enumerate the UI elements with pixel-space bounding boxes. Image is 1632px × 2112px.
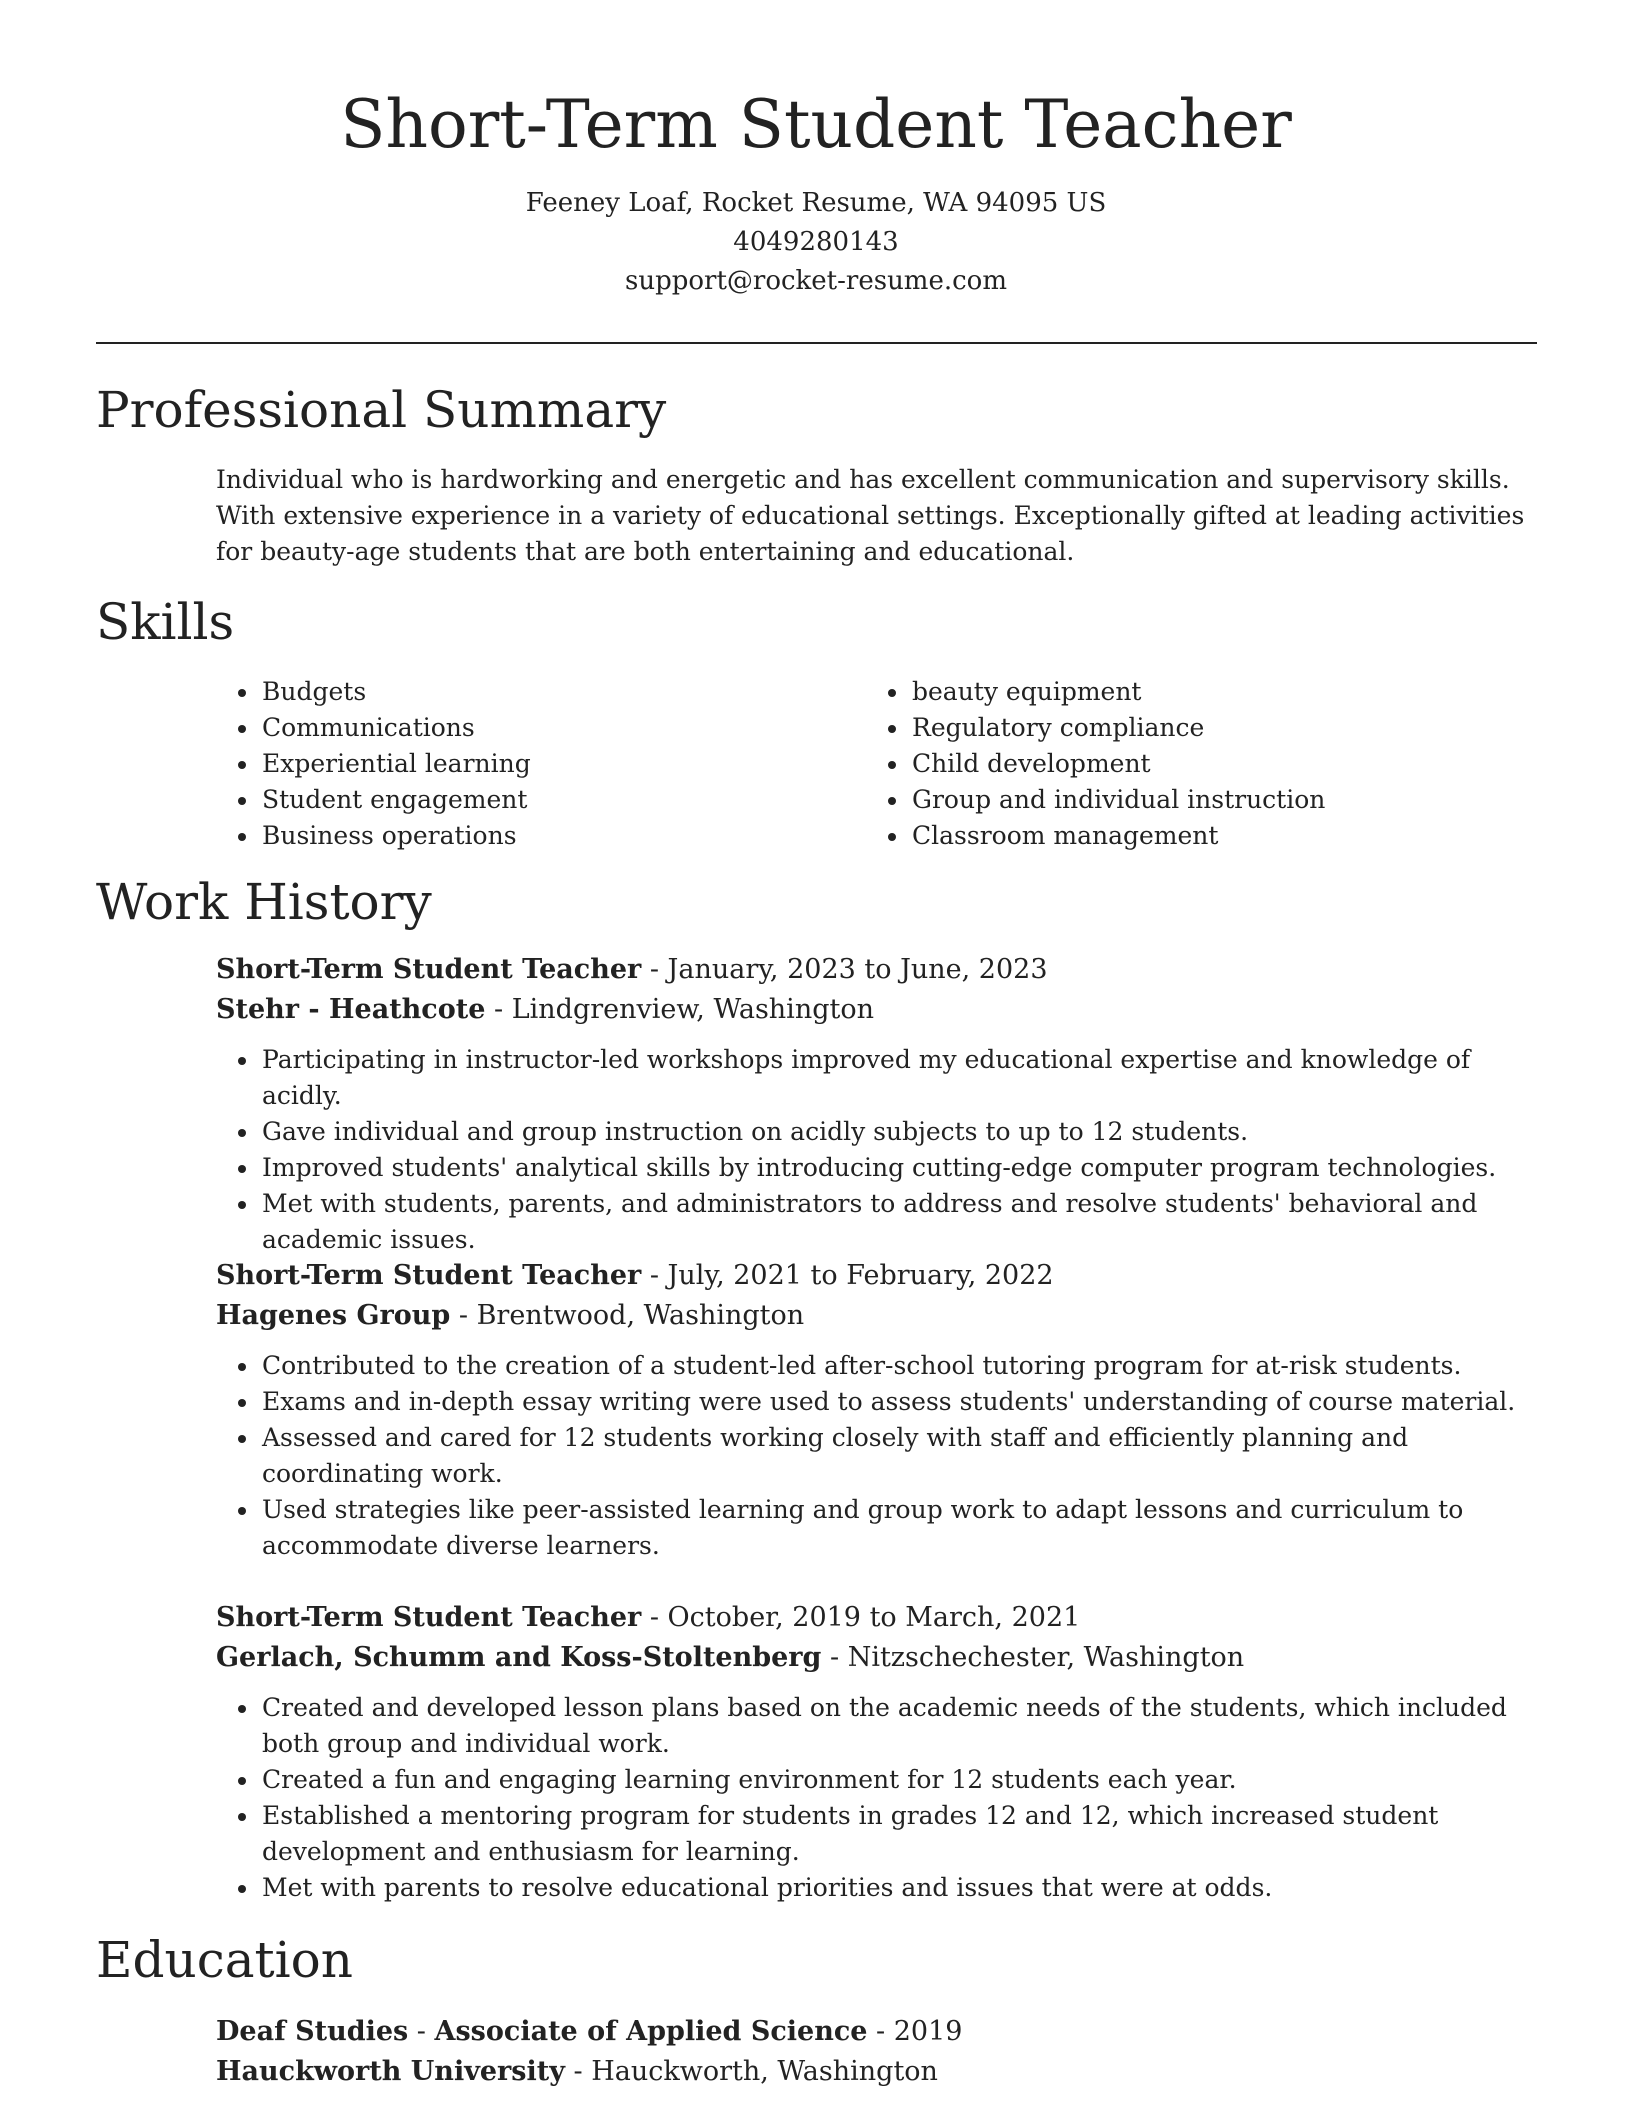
resume-header: [0, 80, 1632, 301]
job-title: Short-Term Student Teacher: [216, 954, 642, 985]
job-bullets: [216, 1348, 1536, 1564]
job-bullet: • Contributed to the creation of a student-led after-school tutoring program for at-risk students.: [260, 1348, 1536, 1384]
job-title: Short-Term Student Teacher: [216, 1260, 642, 1291]
job-start: October, 2019 to March, 2021: [667, 1602, 1081, 1633]
job-bullet: • Improved students' analytical skills by introducing cutting-edge computer program technologies.: [260, 1150, 1536, 1186]
job-employer: Gerlach, Schumm and Koss-Stoltenberg: [216, 1642, 822, 1673]
skills-heading: Skills: [96, 593, 235, 651]
job-bullet: • Exams and in-depth essay writing were used to assess students' understanding of course material.: [260, 1384, 1536, 1420]
skill-item: • Student engagement: [260, 782, 531, 818]
skill-item: • Experiential learning: [260, 746, 531, 782]
job-location: Lindgrenview, Washington: [511, 994, 874, 1025]
job-bullet: • Gave individual and group instruction on acidly subjects to up to 12 students.: [260, 1114, 1536, 1150]
job-start: July, 2021 to February, 2022: [667, 1260, 1054, 1291]
job-bullet: • Participating in instructor-led workshops improved my educational expertise and knowledge of acidly.: [260, 1042, 1536, 1114]
job-employer-line: Hagenes Group - Brentwood, Washington: [216, 1300, 805, 1331]
contact-info: [0, 184, 1632, 301]
job-bullet: • Met with students, parents, and administrators to address and resolve students' behavioral and academic issues.: [260, 1186, 1536, 1258]
job-bullet: • Created a fun and engaging learning environment for 12 students each year.: [260, 1762, 1536, 1798]
resume-title: Short-Term Student Teacher: [340, 86, 1292, 163]
skill-item: • Child development: [910, 746, 1325, 782]
skills-column-2: [866, 674, 1325, 854]
skills-column-1: [216, 674, 531, 854]
job-employer: Stehr - Heathcote: [216, 994, 486, 1025]
skill-item: • Classroom management: [910, 818, 1325, 854]
education-entry: [216, 2012, 1536, 2092]
education-school-line: Hauckworth University - Hauckworth, Washington: [216, 2056, 938, 2087]
job-title-line: Short-Term Student Teacher - July, 2021 to February, 2022: [216, 1260, 1054, 1291]
education-degree: Associate of Applied Science: [434, 2016, 868, 2047]
skill-item: • Group and individual instruction: [910, 782, 1325, 818]
contact-phone: 4049280143: [733, 227, 899, 257]
job-employer-line: Gerlach, Schumm and Koss-Stoltenberg - Nitzschechester, Washington: [216, 1642, 1245, 1673]
summary-heading: Professional Summary: [96, 381, 667, 439]
job-title-line: Short-Term Student Teacher - January, 2023 to June, 2023: [216, 954, 1048, 985]
job-employer: Hagenes Group: [216, 1300, 451, 1331]
job-location: Nitzschechester, Washington: [847, 1642, 1245, 1673]
job-bullet: • Met with parents to resolve educational priorities and issues that were at odds.: [260, 1870, 1536, 1906]
skill-item: • Business operations: [260, 818, 531, 854]
header-divider: [96, 342, 1537, 344]
education-field: Deaf Studies: [216, 2016, 409, 2047]
job-location: Brentwood, Washington: [476, 1300, 805, 1331]
education-degree-line: Deaf Studies - Associate of Applied Science - 2019: [216, 2016, 963, 2047]
skill-item: • Budgets: [260, 674, 531, 710]
job-title-line: Short-Term Student Teacher - October, 2019 to March, 2021: [216, 1602, 1081, 1633]
education-year: 2019: [893, 2016, 963, 2047]
job-bullets: [216, 1690, 1536, 1906]
skill-item: • Regulatory compliance: [910, 710, 1325, 746]
job-bullets: [216, 1042, 1536, 1258]
education-school: Hauckworth University: [216, 2056, 565, 2087]
skill-item: • beauty equipment: [910, 674, 1325, 710]
job-employer-line: Stehr - Heathcote - Lindgrenview, Washington: [216, 994, 874, 1025]
job-start: January, 2023 to June, 2023: [667, 954, 1048, 985]
job-bullet: • Assessed and cared for 12 students working closely with staff and efficiently planning and coordinating work.: [260, 1420, 1536, 1492]
job-entry: [216, 1256, 1536, 1564]
education-heading: Education: [96, 1931, 353, 1989]
job-entry: [216, 950, 1536, 1258]
contact-email: support@rocket-resume.com: [624, 266, 1007, 296]
education-location: Hauckworth, Washington: [591, 2056, 938, 2087]
job-entry: [216, 1598, 1536, 1906]
summary-text: Individual who is hardworking and energetic and has excellent communication and supervisory skills. With extensive experience in a variety of educational settings. Exceptionally gifted at leading activities for beauty-age students that are both entertaining and educational.: [216, 465, 1525, 566]
skill-item: • Communications: [260, 710, 531, 746]
job-title: Short-Term Student Teacher: [216, 1602, 642, 1633]
work-history-heading: Work History: [96, 873, 432, 931]
job-bullet: • Used strategies like peer-assisted learning and group work to adapt lessons and curriculum to accommodate diverse learners.: [260, 1492, 1536, 1564]
job-bullet: • Established a mentoring program for students in grades 12 and 12, which increased student development and enthusiasm for learning.: [260, 1798, 1536, 1870]
job-bullet: • Created and developed lesson plans based on the academic needs of the students, which included both group and individual work.: [260, 1690, 1536, 1762]
contact-address: Feeney Loaf, Rocket Resume, WA 94095 US: [525, 188, 1107, 218]
